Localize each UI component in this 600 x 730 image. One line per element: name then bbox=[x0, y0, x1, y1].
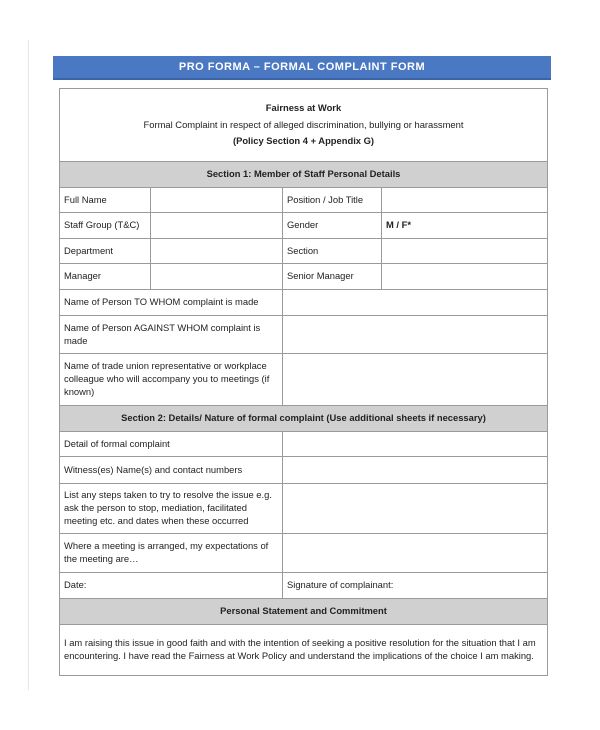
form-row bbox=[60, 188, 548, 213]
complaint-form-table bbox=[59, 88, 548, 676]
section-field[interactable] bbox=[382, 239, 548, 264]
intro-subtitle: Formal Complaint in respect of alleged discrimination, bullying or harassment bbox=[143, 118, 464, 130]
form-row bbox=[60, 432, 548, 457]
union-rep-label: Name of trade union representative or workplace colleague who will accompany you to meetings (if known) bbox=[60, 354, 283, 406]
steps-label: List any steps taken to try to resolve the issue e.g. ask the person to stop, mediation, facilitated meeting etc. and dates when these occurred bbox=[60, 484, 283, 534]
intro-heading: Fairness at Work bbox=[265, 101, 342, 113]
union-rep-field[interactable] bbox=[283, 354, 548, 406]
department-field[interactable] bbox=[151, 239, 283, 264]
expectations-label: Where a meeting is arranged, my expectations of the meeting are… bbox=[60, 534, 283, 573]
manager-label: Manager bbox=[60, 264, 151, 290]
form-row bbox=[60, 457, 548, 484]
intro-policy: (Policy Section 4 + Appendix G) bbox=[232, 135, 375, 147]
detail-label: Detail of formal complaint bbox=[60, 432, 283, 457]
to-whom-label: Name of Person TO WHOM complaint is made bbox=[60, 290, 283, 316]
form-banner-title: PRO FORMA – FORMAL COMPLAINT FORM bbox=[53, 56, 551, 80]
date-field[interactable]: Date: bbox=[60, 573, 283, 599]
senior-manager-field[interactable] bbox=[382, 264, 548, 290]
intro-row bbox=[60, 89, 548, 162]
department-label: Department bbox=[60, 239, 151, 264]
full-name-field[interactable] bbox=[151, 188, 283, 213]
form-row bbox=[60, 573, 548, 599]
staff-group-label: Staff Group (T&C) bbox=[60, 213, 151, 239]
senior-manager-label: Senior Manager bbox=[283, 264, 382, 290]
statement-row bbox=[60, 625, 548, 676]
position-label: Position / Job Title bbox=[283, 188, 382, 213]
section2-header-row bbox=[60, 406, 548, 432]
section-label: Section bbox=[283, 239, 382, 264]
section1-title: Section 1: Member of Staff Personal Details bbox=[60, 162, 548, 188]
position-field[interactable] bbox=[382, 188, 548, 213]
manager-field[interactable] bbox=[151, 264, 283, 290]
full-name-label: Full Name bbox=[60, 188, 151, 213]
signature-field[interactable]: Signature of complainant: bbox=[283, 573, 548, 599]
gender-label: Gender bbox=[283, 213, 382, 239]
form-row bbox=[60, 354, 548, 406]
against-whom-field[interactable] bbox=[283, 316, 548, 354]
form-row bbox=[60, 484, 548, 534]
statement-header-row bbox=[60, 599, 548, 625]
witness-field[interactable] bbox=[283, 457, 548, 484]
detail-field[interactable] bbox=[283, 432, 548, 457]
intro-cell bbox=[60, 89, 548, 162]
form-row bbox=[60, 290, 548, 316]
section1-header-row bbox=[60, 162, 548, 188]
expectations-field[interactable] bbox=[283, 534, 548, 573]
form-row bbox=[60, 264, 548, 290]
statement-text: I am raising this issue in good faith and with the intention of seeking a positive resolution for the situation that I am encountering. I have read the Fairness at Work Policy and understand the implications of the choice I am making. bbox=[60, 625, 548, 676]
form-row bbox=[60, 213, 548, 239]
against-whom-label: Name of Person AGAINST WHOM complaint is made bbox=[60, 316, 283, 354]
form-row bbox=[60, 534, 548, 573]
steps-field[interactable] bbox=[283, 484, 548, 534]
section2-title: Section 2: Details/ Nature of formal complaint (Use additional sheets if necessary) bbox=[60, 406, 548, 432]
page-edge bbox=[28, 40, 29, 690]
staff-group-field[interactable] bbox=[151, 213, 283, 239]
witness-label: Witness(es) Name(s) and contact numbers bbox=[60, 457, 283, 484]
form-row bbox=[60, 316, 548, 354]
form-row bbox=[60, 239, 548, 264]
statement-title: Personal Statement and Commitment bbox=[60, 599, 548, 625]
to-whom-field[interactable] bbox=[283, 290, 548, 316]
gender-field[interactable]: M / F* bbox=[382, 213, 548, 239]
